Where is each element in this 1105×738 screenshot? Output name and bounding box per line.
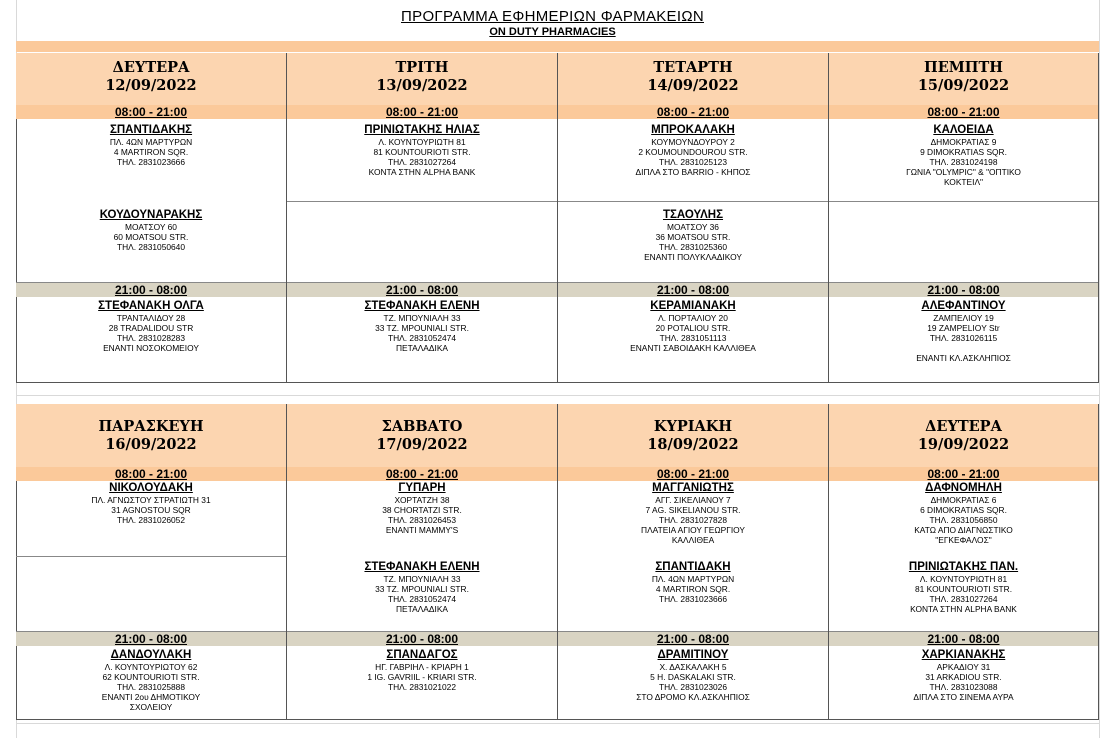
grid-line xyxy=(16,395,1100,396)
night-shift-band xyxy=(287,283,557,297)
pharmacy-name: ΧΑΡΚΙΑΝΑΚΗΣ xyxy=(921,649,1006,661)
pharmacy-name: ΠΡΙΝΙΩΤΑΚΗΣ ΗΛΙΑΣ xyxy=(364,124,480,136)
day-shift-band xyxy=(287,105,557,119)
pharmacy-name: ΣΠΑΝΤΙΔΑΚΗΣ xyxy=(109,124,193,136)
pharmacy-detail: ΤΗΛ. 2831052474 xyxy=(388,333,456,343)
pharmacy-detail: ΚΟΥΜΟΥΝΔΟΥΡΟΥ 2 xyxy=(651,137,735,147)
day-shift-band xyxy=(287,467,557,481)
pharmacy-detail: ΤΗΛ. 2831023666 xyxy=(117,157,185,167)
pharmacy-detail: ΠΕΤΑΛΑΔΙΚΑ xyxy=(396,343,448,353)
pharmacy-detail: ΤΗΛ. 2831025360 xyxy=(659,242,727,252)
pharmacy-detail: ΕΝΑΝΤΙ ΠΟΛΥΚΛΑΔΙΚΟΥ xyxy=(644,252,742,262)
pharmacy-detail: ΣΤΟ ΔΡΟΜΟ ΚΛ.ΑΣΚΛΗΠΙΟΣ xyxy=(636,692,750,702)
day-shift-hours: 08:00 - 21:00 xyxy=(114,467,188,481)
night-pharmacy xyxy=(558,648,828,702)
pharmacy-detail: Λ. ΠΟΡΤΑΛΙΟΥ 20 xyxy=(658,313,728,323)
pharmacy-name: ΣΤΕΦΑΝΑΚΗ ΕΛΕΝΗ xyxy=(364,300,480,312)
day-header xyxy=(829,404,1098,467)
pharmacy-name: ΔΑΦΝΟΜΗΛΗ xyxy=(925,482,1002,494)
day-name: ΔΕΥΤΕΡΑ xyxy=(925,418,1002,435)
day-shift-hours: 08:00 - 21:00 xyxy=(385,105,459,119)
day-pharmacy xyxy=(287,123,557,177)
day-pharmacy xyxy=(16,123,286,167)
pharmacy-detail: ΕΝΑΝΤΙ ΝΟΣΟΚΟΜΕΙΟΥ xyxy=(103,343,199,353)
day-pharmacy xyxy=(829,123,1098,187)
pharmacy-detail: ΖΑΜΠΕΛΙΟΥ 19 xyxy=(933,313,994,323)
pharmacy-detail: 6 DIMOKRATIAS SQR. xyxy=(920,505,1007,515)
day-date: 14/09/2022 xyxy=(647,77,739,94)
pharmacy-detail: ΗΓ. ΓΑΒΡΙΗΛ - ΚΡΙΑΡΗ 1 xyxy=(375,662,469,672)
pharmacy-detail: Λ. ΚΟΥΝΤΟΥΡΙΩΤΗ 81 xyxy=(378,137,466,147)
day-column xyxy=(16,53,287,383)
pharmacy-detail: ΤΗΛ. 2831025123 xyxy=(659,157,727,167)
day-header xyxy=(287,53,557,105)
night-pharmacy xyxy=(16,299,286,353)
row-divider xyxy=(16,556,286,557)
night-shift-hours: 21:00 - 08:00 xyxy=(927,632,1000,646)
day-pharmacy xyxy=(558,481,828,545)
day-header xyxy=(558,404,828,467)
pharmacy-detail: 7 AG. SIKELIANOU STR. xyxy=(645,505,741,515)
pharmacy-detail: ΤΗΛ. 2831056850 xyxy=(929,515,998,525)
day-header xyxy=(16,53,286,105)
pharmacy-detail: ΑΡΚΑΔΙΟΥ 31 xyxy=(936,662,991,672)
day-shift-band xyxy=(16,105,286,119)
pharmacy-detail: ΤΗΛ. 2831026453 xyxy=(388,515,456,525)
pharmacy-detail: Χ. ΔΑΣΚΑΛΑΚΗ 5 xyxy=(659,662,727,672)
pharmacy-detail: ΔΗΜΟΚΡΑΤΙΑΣ 9 xyxy=(930,137,997,147)
page-title: ΠΡΟΓΡΑΜΜΑ ΕΦΗΜΕΡΙΩΝ ΦΑΡΜΑΚΕΙΩΝ xyxy=(401,8,704,25)
day-date: 19/09/2022 xyxy=(917,436,1010,453)
night-pharmacy xyxy=(829,299,1098,363)
day-pharmacy xyxy=(558,208,828,262)
pharmacy-name: ΑΛΕΦΑΝΤΙΝΟΥ xyxy=(921,300,1006,312)
day-name: ΠΕΜΠΤΗ xyxy=(924,59,1003,76)
pharmacy-detail: 1 IG. GAVRIIL - KRIARI STR. xyxy=(367,672,477,682)
pharmacy-detail: ΚΟΚΤΕΙΛ" xyxy=(943,177,984,187)
pharmacy-name: ΤΣΑΟΥΛΗΣ xyxy=(662,209,724,221)
pharmacy-detail: ΓΩΝΙΑ "OLYMPIC" & "ΟΠΤΙΚΟ xyxy=(906,167,1021,177)
pharmacy-detail: ΤΗΛ. 2831025888 xyxy=(117,682,185,692)
pharmacy-name: ΣΠΑΝΤΙΔΑΚΗ xyxy=(655,561,731,573)
pharmacy-detail: 36 MOATSOU STR. xyxy=(655,232,731,242)
night-shift-band xyxy=(558,632,828,646)
night-shift-hours: 21:00 - 08:00 xyxy=(656,283,730,297)
pharmacy-detail: ΚΑΛΛΙΘΕΑ xyxy=(671,535,715,545)
pharmacy-detail: ΤΖ. ΜΠΟΥΝΙΑΛΗ 33 xyxy=(383,313,461,323)
pharmacy-detail: ΕΝΑΝΤΙ MAMMY'S xyxy=(385,525,459,535)
pharmacy-name: ΜΑΓΓΑΝΙΩΤΗΣ xyxy=(652,482,734,494)
day-column xyxy=(16,404,287,720)
pharmacy-detail: 5 H. DASKALAKI STR. xyxy=(650,672,736,682)
day-shift-hours: 08:00 - 21:00 xyxy=(385,467,459,481)
day-name: ΤΡΙΤΗ xyxy=(395,59,449,76)
night-shift-hours: 21:00 - 08:00 xyxy=(385,632,459,646)
day-shift-hours: 08:00 - 21:00 xyxy=(114,105,188,119)
day-pharmacy xyxy=(829,481,1098,545)
day-column xyxy=(558,53,829,383)
day-date: 12/09/2022 xyxy=(105,77,197,94)
pharmacy-detail: ΣΧΟΛΕΙΟΥ xyxy=(129,702,173,712)
pharmacy-name: ΠΡΙΝΙΩΤΑΚΗΣ ΠΑΝ. xyxy=(908,561,1019,573)
pharmacy-detail: ΜΟΑΤΣΟΥ 36 xyxy=(667,222,719,232)
day-pharmacy xyxy=(16,481,286,525)
day-header xyxy=(16,404,286,467)
day-header xyxy=(287,404,557,467)
pharmacy-detail: ΠΛΑΤΕΙΑ ΑΓΙΟΥ ΓΕΩΡΓΙΟΥ xyxy=(641,525,745,535)
day-pharmacy xyxy=(829,560,1098,614)
day-shift-band xyxy=(558,105,828,119)
pharmacy-detail: 20 POTALIOU STR. xyxy=(655,323,731,333)
night-shift-hours: 21:00 - 08:00 xyxy=(114,283,188,297)
pharmacy-name: ΚΟΥΔΟΥΝΑΡΑΚΗΣ xyxy=(99,209,203,221)
day-column xyxy=(287,404,558,720)
pharmacy-detail: ΤΗΛ. 2831026052 xyxy=(117,515,185,525)
pharmacy-detail: ΚΟΝΤΑ ΣΤΗΝ ALPHA BANK xyxy=(910,604,1017,614)
pharmacy-detail: ΠΛ. 4ΩΝ ΜΑΡΤΥΡΩΝ xyxy=(651,574,735,584)
day-name: ΠΑΡΑΣΚΕΥΗ xyxy=(98,418,204,435)
pharmacy-detail: ΕΝΑΝΤΙ ΚΛ.ΑΣΚΛΗΠΙΟΣ xyxy=(916,353,1011,363)
day-pharmacy xyxy=(558,560,828,604)
pharmacy-detail: ΚΟΝΤΑ ΣΤΗΝ ALPHA BANK xyxy=(368,167,476,177)
pharmacy-detail: ΤΗΛ. 2831027264 xyxy=(388,157,456,167)
pharmacy-detail: ΤΗΛ. 2831027828 xyxy=(659,515,727,525)
row-divider xyxy=(287,201,557,202)
pharmacy-detail: ΤΗΛ. 2831023026 xyxy=(659,682,727,692)
day-date: 15/09/2022 xyxy=(917,77,1010,94)
night-pharmacy xyxy=(558,299,828,353)
day-header xyxy=(829,53,1098,105)
top-band xyxy=(16,41,1099,52)
day-shift-band xyxy=(829,467,1098,481)
pharmacy-detail: 4 MARTIRON SQR. xyxy=(113,147,189,157)
pharmacy-name: ΔΑΝΔΟΥΛΑΚΗ xyxy=(110,649,192,661)
night-shift-band xyxy=(16,283,286,297)
pharmacy-detail: ΧΟΡΤΑΤΖΗ 38 xyxy=(394,495,450,505)
night-pharmacy xyxy=(287,648,557,692)
night-pharmacy xyxy=(829,648,1098,702)
pharmacy-detail: ΚΑΤΩ ΑΠΟ ΔΙΑΓΝΩΣΤΙΚΟ xyxy=(914,525,1013,535)
page-subtitle: ON DUTY PHARMACIES xyxy=(489,26,616,38)
pharmacy-detail: 33 TZ. MPOUNIALI STR. xyxy=(375,584,469,594)
pharmacy-detail: 2 KOUMOUNDOUROU STR. xyxy=(638,147,748,157)
pharmacy-detail: ΜΟΑΤΣΟΥ 60 xyxy=(125,222,177,232)
night-shift-hours: 21:00 - 08:00 xyxy=(114,632,188,646)
day-shift-hours: 08:00 - 21:00 xyxy=(656,105,730,119)
pharmacy-detail: ΕΝΑΝΤΙ ΣΑΒΟΙΔΑΚΗ ΚΑΛΛΙΘΕΑ xyxy=(630,343,756,353)
pharmacy-name: ΚΑΛΟΕΙΔΑ xyxy=(933,124,994,136)
pharmacy-detail: ΤΖ. ΜΠΟΥΝΙΑΛΗ 33 xyxy=(383,574,461,584)
night-shift-band xyxy=(829,632,1098,646)
night-shift-band xyxy=(287,632,557,646)
pharmacy-detail: 31 ARKADIOU STR. xyxy=(925,672,1002,682)
pharmacy-detail: ΠΕΤΑΛΑΔΙΚΑ xyxy=(396,604,448,614)
night-shift-band xyxy=(558,283,828,297)
row-divider xyxy=(829,201,1098,202)
night-shift-hours: 21:00 - 08:00 xyxy=(385,283,459,297)
day-column xyxy=(829,404,1099,720)
day-shift-hours: 08:00 - 21:00 xyxy=(927,105,1000,119)
day-shift-band xyxy=(558,467,828,481)
day-shift-band xyxy=(829,105,1098,119)
day-name: ΔΕΥΤΕΡΑ xyxy=(112,59,190,76)
night-shift-band xyxy=(16,632,286,646)
pharmacy-detail: 9 DIMOKRATIAS SQR. xyxy=(920,147,1007,157)
pharmacy-detail: 19 ZAMPELIOY Str xyxy=(927,323,1000,333)
day-pharmacy xyxy=(287,560,557,614)
pharmacy-detail: ΤΗΛ. 2831028283 xyxy=(117,333,185,343)
day-pharmacy xyxy=(287,481,557,535)
pharmacy-detail: ΤΗΛ. 2831023666 xyxy=(659,594,727,604)
pharmacy-detail: ΤΗΛ. 2831027264 xyxy=(929,594,998,604)
day-date: 18/09/2022 xyxy=(647,436,739,453)
day-column xyxy=(287,53,558,383)
pharmacy-detail: ΤΗΛ. 2831026115 xyxy=(929,333,998,343)
day-pharmacy xyxy=(558,123,828,177)
day-name: ΣΑΒΒΑΤΟ xyxy=(381,418,463,435)
pharmacy-detail: "ΕΓΚΕΦΑΛΟΣ" xyxy=(935,535,992,545)
pharmacy-detail: ΤΗΛ. 2831052474 xyxy=(388,594,456,604)
pharmacy-name: ΣΤΕΦΑΝΑΚΗ ΟΛΓΑ xyxy=(98,300,204,312)
pharmacy-detail: 33 TZ. MPOUNIALI STR. xyxy=(375,323,469,333)
day-name: ΤΕΤΑΡΤΗ xyxy=(653,59,733,76)
day-name: ΚΥΡΙΑΚΗ xyxy=(653,418,733,435)
pharmacy-detail: ΤΡΑΝΤΑΛΙΔΟΥ 28 xyxy=(116,313,186,323)
pharmacy-detail: ΤΗΛ. 2831021022 xyxy=(388,682,456,692)
pharmacy-detail: ΑΓΓ. ΣΙΚΕΛΙΑΝΟΥ 7 xyxy=(655,495,731,505)
day-shift-hours: 08:00 - 21:00 xyxy=(656,467,730,481)
week-table xyxy=(16,53,1099,382)
pharmacy-detail: 38 CHORTATZI STR. xyxy=(382,505,462,515)
night-shift-band xyxy=(829,283,1098,297)
pharmacy-detail: 62 KOUNTOURIOTI STR. xyxy=(102,672,200,682)
pharmacy-name: ΜΠΡΟΚΑΛΑΚΗ xyxy=(651,124,735,136)
pharmacy-detail: Λ. ΚΟΥΝΤΟΥΡΙΩΤΟΥ 62 xyxy=(104,662,198,672)
day-column xyxy=(558,404,829,720)
day-shift-hours: 08:00 - 21:00 xyxy=(927,467,1000,481)
pharmacy-name: ΣΠΑΝΔΑΓΟΣ xyxy=(386,649,458,661)
day-date: 17/09/2022 xyxy=(376,436,468,453)
pharmacy-detail: ΤΗΛ. 2831024198 xyxy=(929,157,998,167)
pharmacy-name: ΓΥΠΑΡΗ xyxy=(398,482,446,494)
pharmacy-detail: 81 KOUNTOURIOTI STR. xyxy=(914,584,1013,594)
day-column xyxy=(829,53,1099,383)
day-pharmacy xyxy=(16,208,286,252)
day-date: 13/09/2022 xyxy=(376,77,468,94)
day-date: 16/09/2022 xyxy=(105,436,197,453)
pharmacy-detail: ΕΝΑΝΤΙ 2ου ΔΗΜΟΤΙΚΟΥ xyxy=(101,692,201,702)
pharmacy-detail xyxy=(829,343,1098,353)
pharmacy-name: ΣΤΕΦΑΝΑΚΗ ΕΛΕΝΗ xyxy=(364,561,480,573)
pharmacy-detail: ΔΗΜΟΚΡΑΤΙΑΣ 6 xyxy=(930,495,997,505)
row-divider xyxy=(558,201,828,202)
pharmacy-detail: ΤΗΛ. 2831050640 xyxy=(117,242,185,252)
pharmacy-detail: 81 KOUNTOURIOTI STR. xyxy=(373,147,471,157)
night-shift-hours: 21:00 - 08:00 xyxy=(656,632,730,646)
pharmacy-detail: 4 MARTIRON SQR. xyxy=(655,584,731,594)
pharmacy-name: ΔΡΑΜΙΤΙΝΟΥ xyxy=(657,649,729,661)
pharmacy-detail: Λ. ΚΟΥΝΤΟΥΡΙΩΤΗ 81 xyxy=(919,574,1008,584)
night-pharmacy xyxy=(16,648,286,712)
day-header xyxy=(558,53,828,105)
pharmacy-name: ΝΙΚΟΛΟΥΔΑΚΗ xyxy=(109,482,193,494)
pharmacy-detail: 28 TRADALIDOU STR xyxy=(108,323,194,333)
pharmacy-detail: 31 AGNOSTOU SQR xyxy=(111,505,191,515)
pharmacy-detail: ΔΙΠΛΑ ΣΤΟ BARRIO - ΚΗΠΟΣ xyxy=(635,167,751,177)
pharmacy-detail: ΤΗΛ. 2831051113 xyxy=(659,333,727,343)
pharmacy-detail: ΤΗΛ. 2831023088 xyxy=(929,682,998,692)
grid-line xyxy=(16,723,1100,724)
week-table xyxy=(16,404,1099,719)
night-shift-hours: 21:00 - 08:00 xyxy=(927,283,1000,297)
pharmacy-detail: 60 MOATSOU STR. xyxy=(113,232,189,242)
pharmacy-detail: ΔΙΠΛΑ ΣΤΟ ΣΙΝΕΜΑ ΑΥΡΑ xyxy=(913,692,1014,702)
day-shift-band xyxy=(16,467,286,481)
pharmacy-detail: ΠΛ. 4ΩΝ ΜΑΡΤΥΡΩΝ xyxy=(109,137,193,147)
grid-line xyxy=(1099,0,1100,738)
pharmacy-name: ΚΕΡΑΜΙΑΝΑΚΗ xyxy=(650,300,736,312)
night-pharmacy xyxy=(287,299,557,353)
pharmacy-detail: ΠΛ. ΑΓΝΩΣΤΟΥ ΣΤΡΑΤΙΩΤΗ 31 xyxy=(91,495,211,505)
